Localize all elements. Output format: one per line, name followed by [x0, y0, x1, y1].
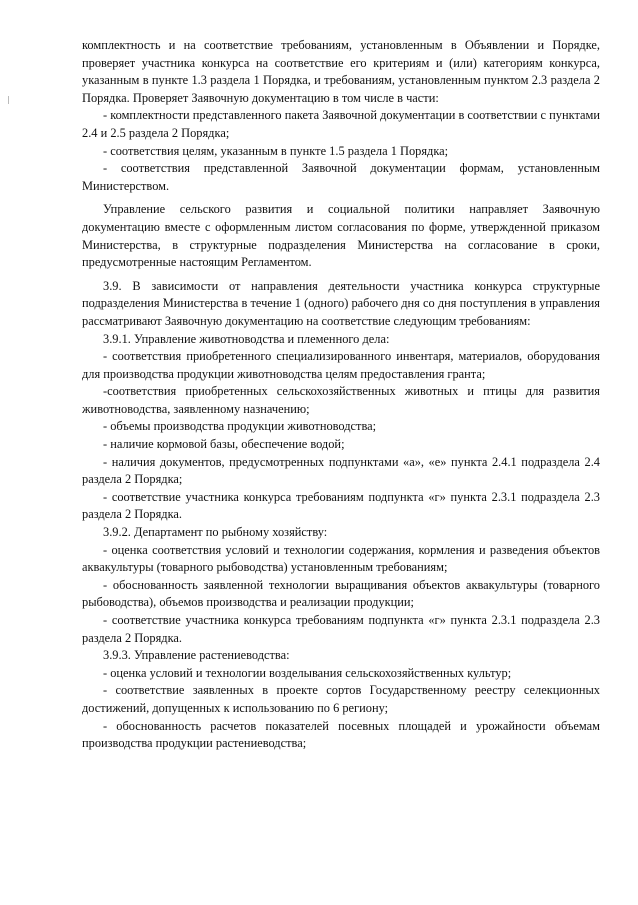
list-item-animals: -соответствия приобретенных сельскохозяйственных животных и птицы для развития животноводства, заявленному назначению;: [82, 384, 600, 416]
list-item-compliance-1: - соответствие участника конкурса требованиям подпункта «г» пункта 2.3.1 подраздела 2.3 раздела 2 Порядка.: [82, 489, 600, 522]
list-item-goals: - соответствия целям, указанным в пункте 1.5 раздела 1 Порядка;: [103, 143, 449, 158]
document-body: [82, 37, 600, 753]
list-item-aquaculture-technology: - обоснованность заявленной технологии выращивания объектов аквакультуры (товарного рыбоводства), объемов производства и реализации продукции;: [82, 577, 600, 610]
list-item-feed: - наличие кормовой базы, обеспечение водой;: [103, 437, 345, 452]
paragraph-3-9: 3.9. В зависимости от направления деятельности участника конкурса структурные подразделения Министерства в течение 1 (одного) рабочего дня со дня поступления в управления рассматривают Заявочную документацию на соответствие следующим требованиям:: [82, 278, 600, 328]
heading-3-9-1: 3.9.1. Управление животноводства и племенного дела:: [103, 331, 390, 346]
scan-artifact: [8, 96, 9, 104]
list-item-varieties-registry: - соответствие заявленных в проекте сортов Государственному реестру селекционных достижений, допущенных к использованию по 6 региону;: [82, 683, 600, 715]
list-item-equipment: - соответствия приобретенного специализированного инвентаря, материалов, оборудования для производства продукции животноводства целям предоставления гранта;: [82, 349, 600, 381]
heading-3-9-2: 3.9.2. Департамент по рыбному хозяйству:: [103, 525, 328, 540]
list-item-documents: - наличия документов, предусмотренных подпунктами «а», «е» пункта 2.4.1 подраздела 2.4 раздела 2 Порядка;: [82, 454, 600, 487]
heading-3-9-3: 3.9.3. Управление растениеводства:: [103, 648, 290, 663]
paragraph-rural-development: Управление сельского развития и социальной политики направляет Заявочную документацию вместе с оформленным листом согласования по форме, утвержденной приказом Министерства, в структурные подразделения Министерства на согласование в сроки, предусмотренные настоящим Регламентом.: [82, 202, 600, 270]
list-item-completeness: - комплектности представленного пакета Заявочной документации в соответствии с пунктами 2.4 и 2.5 раздела 2 Порядка;: [82, 108, 600, 140]
list-item-volumes: - объемы производства продукции животноводства;: [103, 419, 377, 434]
paragraph-intro: комплектность и на соответствие требованиям, установленным в Объявлении и Порядке, проверяет участника конкурса на соответствие его критериям и (или) категориям конкурса, указанным в пункте 1.3 раздела 1 Порядка, и требованиям, установленным пунктом 2.3 раздела 2 Порядка. Проверяет Заявочную документацию в том числе в части:: [82, 38, 600, 105]
list-item-compliance-2: - соответствие участника конкурса требованиям подпункта «г» пункта 2.3.1 подраздела 2.3 раздела 2 Порядка.: [82, 613, 600, 645]
list-item-crop-conditions: - оценка условий и технологии возделывания сельскохозяйственных культур;: [103, 665, 512, 680]
list-item-aquaculture-conditions: - оценка соответствия условий и технологии содержания, кормления и разведения объектов аквакультуры (товарного рыбоводства) установленным требованиям;: [82, 542, 600, 575]
list-item-crop-calculations: - обоснованность расчетов показателей посевных площадей и урожайности объемам производства продукции растениеводства;: [82, 718, 600, 751]
list-item-forms: - соответствия представленной Заявочной документации формам, установленным Министерством.: [82, 161, 600, 193]
